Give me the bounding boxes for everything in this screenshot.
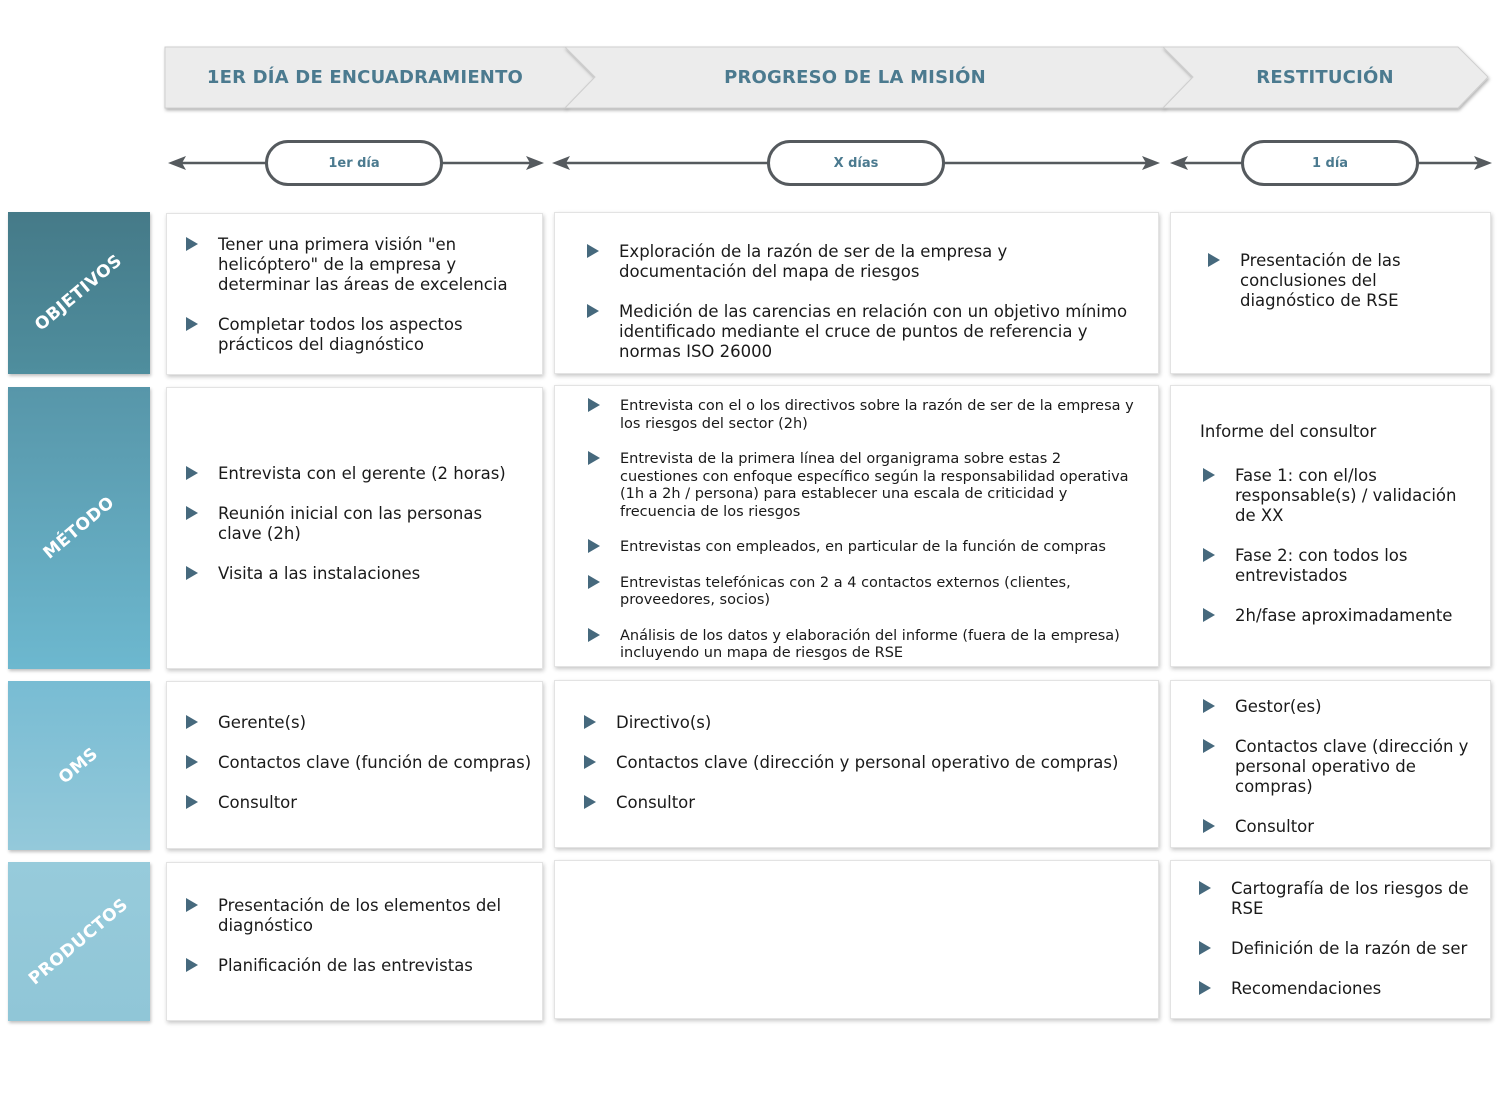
bullet-item: Entrevista con el o los directivos sobre la razón de ser de la empresa y los riesgos del sector (2h) [620, 398, 1142, 433]
row-label-text: MÉTODO [39, 492, 119, 564]
bullet-item: Entrevista con el gerente (2 horas) [218, 464, 528, 484]
bullet-item: Contactos clave (dirección y personal operativo de compras) [1235, 737, 1475, 797]
row-label-metodo [8, 387, 150, 669]
duration-pill-1: 1er día [265, 140, 443, 186]
row-label-text: PRODUCTOS [25, 894, 133, 989]
cell-productos-phase-2 [554, 860, 1159, 1019]
bullet-item: Gestor(es) [1235, 697, 1475, 717]
cell-metodo-phase-3 [1170, 385, 1491, 667]
cell-metodo-phase-1 [166, 387, 543, 669]
report-intro: Informe del consultor [1200, 422, 1377, 441]
bullet-item: Medición de las carencias en relación con un objetivo mínimo identificado mediante el cruce de puntos de referencia y normas ISO 26000 [619, 302, 1139, 362]
cell-oms-phase-3 [1170, 680, 1491, 848]
bullet-item: Presentación de los elementos del diagnóstico [218, 896, 528, 936]
bullet-item: Exploración de la razón de ser de la empresa y documentación del mapa de riesgos [619, 242, 1139, 282]
cell-objetivos-phase-1 [166, 213, 543, 375]
phase-2-title: PROGRESO DE LA MISIÓN [724, 67, 986, 88]
bullet-item: Consultor [218, 793, 543, 813]
cell-objetivos-phase-2 [554, 212, 1159, 374]
bullet-item: Fase 1: con el/los responsable(s) / validación de XX [1235, 466, 1475, 526]
bullet-item: Análisis de los datos y elaboración del informe (fuera de la empresa) incluyendo un mapa de riesgos de RSE [620, 628, 1142, 663]
bullet-item: Cartografía de los riesgos de RSE [1231, 879, 1481, 919]
cell-oms-phase-2 [554, 680, 1159, 848]
bullet-item: Directivo(s) [616, 713, 1156, 733]
bullet-item: Planificación de las entrevistas [218, 956, 528, 976]
bullet-item: Completar todos los aspectos prácticos del diagnóstico [218, 315, 528, 355]
row-label-text: OMS [55, 743, 103, 788]
bullet-item: Recomendaciones [1231, 979, 1481, 999]
phase-1-title: 1ER DÍA DE ENCUADRAMIENTO [206, 67, 524, 88]
bullet-item: Consultor [1235, 817, 1475, 837]
bullet-item: 2h/fase aproximadamente [1235, 606, 1475, 626]
bullet-item: Gerente(s) [218, 713, 543, 733]
bullet-item: Definición de la razón de ser [1231, 939, 1481, 959]
bullet-item: Entrevistas con empleados, en particular de la función de compras [620, 539, 1142, 557]
row-label-objetivos [8, 212, 150, 374]
bullet-item: Presentación de las conclusiones del diagnóstico de RSE [1240, 251, 1430, 311]
row-label-text: OBJETIVOS [31, 250, 127, 336]
cell-objetivos-phase-3 [1170, 212, 1491, 374]
bullet-item: Consultor [616, 793, 1156, 813]
row-label-oms [8, 681, 150, 850]
bullet-item: Entrevistas telefónicas con 2 a 4 contactos externos (clientes, proveedores, socios) [620, 575, 1142, 610]
bullet-item: Tener una primera visión "en helicóptero" de la empresa y determinar las áreas de excelencia [218, 235, 528, 295]
bullet-item: Visita a las instalaciones [218, 564, 528, 584]
cell-productos-phase-1 [166, 862, 543, 1021]
bullet-item: Entrevista de la primera línea del organigrama sobre estas 2 cuestiones con enfoque específico según la responsabilidad operativa (1h a 2h / persona) para establecer una escala de criticidad y frecuencia de los riesgos [620, 451, 1142, 521]
cell-metodo-phase-2 [554, 385, 1159, 667]
row-label-productos [8, 862, 150, 1021]
duration-pill-2: X días [767, 140, 945, 186]
bullet-item: Reunión inicial con las personas clave (2h) [218, 504, 528, 544]
bullet-item: Fase 2: con todos los entrevistados [1235, 546, 1475, 586]
bullet-item: Contactos clave (dirección y personal operativo de compras) [616, 753, 1156, 773]
phase-3-title: RESTITUCIÓN [1256, 67, 1394, 88]
cell-productos-phase-3 [1170, 860, 1491, 1019]
bullet-item: Contactos clave (función de compras) [218, 753, 543, 773]
cell-oms-phase-1 [166, 681, 543, 849]
duration-pill-3: 1 día [1241, 140, 1419, 186]
